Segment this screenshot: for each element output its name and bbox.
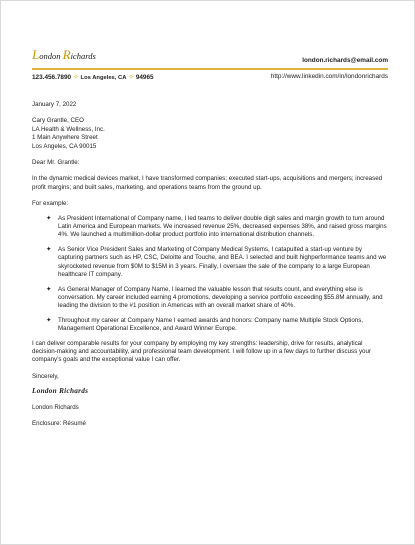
linkedin-url: http://www.linkedin.com/in/londonrichards xyxy=(270,73,388,80)
list-item xyxy=(46,215,388,240)
separator-icon: ✧ xyxy=(72,74,79,81)
phone-number: 123.456.7890 xyxy=(32,74,72,81)
list-item xyxy=(46,246,388,280)
logo-last-rest: ichards xyxy=(70,51,96,61)
city-state: Los Angeles, CA xyxy=(80,75,127,81)
achievement-text: As General Manager of Company Name, I learned the valuable lesson that results count, and everything else is conversation. My career included earning 4 promotions, developing a service portfolio exceeding $55.8M annually, and leading the division to the #1 position in Americas with an overall market share of 40%. xyxy=(58,285,383,310)
letter-date: January 7, 2022 xyxy=(32,101,77,108)
recipient-company: LA Health & Wellness, Inc. xyxy=(32,125,105,133)
contact-info xyxy=(32,73,154,81)
achievement-text: Throughout my career at Company Name I earned awards and honors: Company name Multiple Stock Options, Management Operational Excellence, and Award Winner Europe. xyxy=(58,316,364,333)
closing-paragraph: I can deliver comparable results for your company by employing my key strengths: leadership, drive for results, analytical decision-making and accountability, and professional team development. I will follow up in a few days to further discuss your company’s goals and the exceptional value I can offer. xyxy=(32,339,371,364)
list-item xyxy=(46,317,388,334)
achievements-list xyxy=(32,215,388,334)
salutation: Dear Mr. Grantle: xyxy=(32,159,80,167)
logo-last-initial: R xyxy=(62,47,71,62)
intro-paragraph: In the dynamic medical devices market, I have transformed companies; executed start-ups, acquisitions and mergers; increased profit margins; and built sales, marketing, and operations teams from the ground up. xyxy=(32,175,383,191)
recipient-street: 1 Main Anywhere Street xyxy=(32,134,98,142)
achievement-text: As Senior Vice President Sales and Marketing of Company Medical Systems, I catapulted a start-up venture by capturing partners such as HP, CSC, Deloitte and Touche, and BEA. I selected and built highperformance teams and we skyrocketed revenue from $0M to $15M in 3 years. Finally, I oversaw the sale of the company to a large European healthcare IT company. xyxy=(58,245,387,279)
zip-code: 94965 xyxy=(135,74,154,81)
recipient-city: Los Angeles, CA 90015 xyxy=(32,142,97,150)
bullet-icon: ✦ xyxy=(46,316,52,324)
signature: London Richards xyxy=(32,387,89,396)
email-address: london.richards@email.com xyxy=(302,57,388,64)
logo-first-rest: ondon xyxy=(39,51,61,61)
achievement-text: As President International of Company name, I led teams to deliver double digit sales and margin growth to turn around Latin America and European markets. We increased revenue 25%, decreased expenses 38%, and raised gross margins 4%. We launched a multimillion-dollar product portfolio into international distribution channels. xyxy=(58,214,387,239)
sign-off: Sincerely, xyxy=(32,372,59,380)
name-logo xyxy=(32,47,96,63)
for-example-label: For example: xyxy=(32,200,69,208)
list-item xyxy=(46,286,388,311)
signer-name: London Richards xyxy=(32,403,79,411)
bullet-icon: ✦ xyxy=(46,285,52,293)
letter-body xyxy=(32,101,388,436)
logo-first-initial: L xyxy=(32,47,40,62)
header-divider xyxy=(32,68,388,70)
recipient-name: Cary Grantle, CEO xyxy=(32,117,84,125)
bullet-icon: ✦ xyxy=(46,245,52,253)
enclosure-line: Enclosure: Résumé xyxy=(32,419,86,427)
separator-icon: ✧ xyxy=(128,74,135,81)
bullet-icon: ✦ xyxy=(46,214,52,222)
recipient-address xyxy=(32,117,388,151)
